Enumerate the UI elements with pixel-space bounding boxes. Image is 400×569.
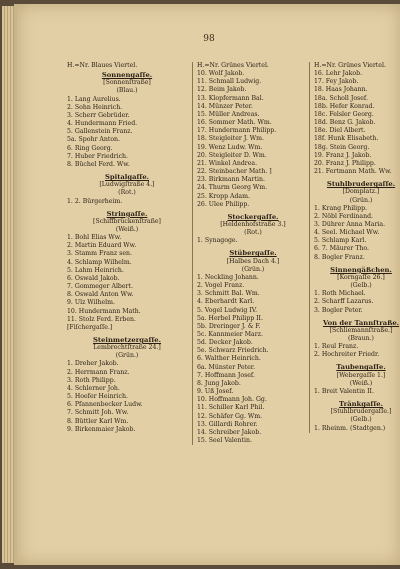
list-item: 22. Steinbacher Math. ]: [197, 168, 272, 176]
section-gap: [197, 209, 309, 212]
street-subtitle: (Grün.): [241, 265, 265, 273]
list-item: 13. Gillardi Rohrer.: [197, 420, 258, 428]
list-item: 6. Ring Georg.: [67, 144, 113, 152]
column-3: [309, 62, 400, 433]
list-item: 5c. Kannmeier Marz.: [197, 331, 263, 338]
street-title: Stockergaſſe.: [227, 212, 279, 221]
list-item: 2. Hochreiter Friedr.: [314, 351, 380, 359]
list-item: 5. Schlamp Karl.: [314, 237, 367, 245]
list-item: 2. Vogel Franz.: [197, 282, 245, 290]
street-subtitle: (Rot.): [244, 229, 262, 237]
section-gap: [67, 169, 187, 172]
column-header: H.=Nr. Grünes Viertel.: [314, 62, 386, 69]
street-title: Sinnengäßchen.: [330, 265, 392, 274]
street-subtitle: [Stuhlbrudergaſſe.]: [330, 408, 392, 416]
list-item: 18e. Diel Albert.: [314, 127, 366, 135]
list-item: 15. Müller Andreas.: [197, 110, 260, 118]
section-gap: [314, 176, 400, 179]
street-title: Steinmetzergaſſe.: [92, 336, 161, 344]
street-subtitle: [Ludwigſtraße 4.]: [99, 181, 155, 189]
section-gap: [314, 262, 400, 265]
list-item: 1. 2. Bürgerheim.: [67, 197, 123, 205]
list-item: 3. Dührer Anna Maria.: [314, 220, 386, 228]
list-item: 23. Birkmann Martin.: [197, 176, 265, 184]
list-item: 3. Bogler Peter.: [314, 306, 363, 314]
list-item: 5d. Decker Jakob.: [197, 339, 253, 347]
list-item: 9. Uß Josef.: [197, 388, 234, 396]
list-item: 2. Nöbl Ferdinand.: [314, 212, 374, 220]
list-item: 9. Ulz Wilhelm.: [67, 299, 115, 307]
list-item: 7. Hoffmann Josef.: [197, 371, 255, 379]
street-subtitle: [Domplatz.]: [342, 188, 380, 196]
section-gap: [314, 315, 400, 318]
list-item: 18. Haas Johann.: [314, 86, 368, 94]
list-item: 1. Reul Franz.: [314, 343, 359, 351]
list-item: [Fiſchergaſſe.]: [67, 323, 113, 331]
column-header: H.=Nr. Blaues Viertel.: [67, 62, 138, 69]
list-item: 5. Gallenstein Franz.: [67, 128, 133, 136]
column-2: [192, 62, 309, 445]
list-item: 7. Gommeger Albert.: [67, 283, 133, 291]
list-item: 18a. Scholl Josef.: [314, 94, 368, 102]
street-title: Stübergaſſe.: [229, 249, 277, 258]
list-item: 18f. Hunk Elisabeth.: [314, 135, 379, 143]
list-item: 5e. Schwarz Friedrich.: [197, 347, 269, 355]
street-subtitle: [Schliemannſtraße.]: [329, 326, 393, 334]
street-title: Taubengaſſe.: [336, 363, 386, 372]
section-gap: [314, 359, 400, 362]
list-item: 6. Pfannenbecker Ludw.: [67, 401, 143, 409]
list-item: 8. Bogler Franz.: [314, 253, 365, 261]
section-gap: [197, 245, 309, 248]
list-item: 12. Beim Jakob.: [197, 86, 247, 94]
list-item: 1. Lang Aurelius.: [67, 95, 121, 103]
list-item: 1. Neckling Johann.: [197, 273, 259, 281]
list-item: 16. Sommer Math. Wm.: [197, 119, 272, 127]
street-title: Von der Tannſtraße.: [322, 318, 400, 327]
street-subtitle: (Weiß.): [349, 379, 373, 387]
street-title: Spitalgaſſe.: [104, 173, 150, 182]
list-item: 4. Eberhardt Karl.: [197, 298, 255, 306]
page-number: 98: [203, 34, 215, 44]
list-item: 4. Schlerner Joh.: [67, 384, 120, 392]
list-item: 19. Franz J. Jakob.: [314, 151, 372, 159]
list-item: 20. Franz J. Philipp.: [314, 159, 376, 167]
list-item: 2. Sohn Heinrich.: [67, 103, 123, 111]
street-subtitle: (Weiß.): [115, 225, 139, 233]
list-item: 16. Lehr Jakob.: [314, 70, 363, 78]
list-item: 5. Hoefer Heinrich.: [67, 393, 128, 401]
list-item: 11. Stolz Ferd. Erben.: [67, 315, 136, 323]
list-item: 18b. Hefer Konrad.: [314, 102, 375, 110]
list-item: 18g. Stein Georg.: [314, 143, 370, 151]
street-subtitle: [Sonnenſtraße]: [103, 79, 151, 87]
list-item: 6a. Münster Peter.: [197, 363, 256, 371]
list-item: 6. 7. Mäurer Tho.: [314, 245, 369, 253]
list-item: 7. Huber Friedrich.: [67, 152, 129, 160]
list-item: 10. Hoffmann Joh. Gg.: [197, 396, 267, 404]
list-item: 3. Scherr Gebrüder.: [67, 111, 130, 119]
list-item: 1. Krang Philipp.: [314, 204, 368, 212]
list-item: 1. Breit Valentin II.: [314, 387, 374, 395]
street-subtitle: Lembrechtſtraße 24.]: [93, 344, 161, 352]
list-item: 2. Herrmann Franz.: [67, 368, 130, 376]
street-subtitle: [Halbes Dach 4.]: [226, 257, 280, 265]
list-item: 1. Rheinm. (Stadtgen.): [314, 424, 386, 432]
list-item: 4. Seel. Michael Ww.: [314, 229, 380, 237]
list-item: 5a. Herbel Philipp II.: [197, 314, 263, 322]
list-item: 18c. Felsler Georg.: [314, 110, 374, 118]
street-title: Sonnengaſſe.: [101, 71, 153, 80]
list-item: 6. Walther Heinrich.: [197, 355, 261, 363]
column-1: [67, 62, 187, 434]
column-header: H.=Nr. Grünes Viertel.: [197, 62, 269, 69]
street-subtitle: [Schiffbrückenſtraße]: [93, 217, 161, 225]
list-item: 21. Winkel Andrea.: [197, 159, 258, 167]
list-item: 10. Wolf Jakob.: [197, 70, 245, 78]
street-title: Stuhlbrudergaſſe.: [326, 180, 396, 189]
list-item: 21. Fertmann Math. Ww.: [314, 168, 392, 176]
book-page: [14, 4, 400, 565]
list-item: 5. Lahm Heinrich.: [67, 266, 124, 274]
list-item: 6. Oswald Jakob.: [67, 274, 120, 282]
street-subtitle: (Gelb.): [350, 282, 372, 290]
street-subtitle: (Rot.): [118, 189, 136, 197]
list-item: 2. Martin Eduard Ww.: [67, 242, 137, 250]
list-item: 12. Schäfer Gg. Wm.: [197, 412, 263, 420]
list-item: 11. Schmall Ludwig.: [197, 78, 262, 86]
list-item: 8. Oswald Anton Ww.: [67, 291, 134, 299]
list-item: 9. Birkenmaier Jakob.: [67, 425, 136, 433]
street-title: Stringaſſe.: [106, 209, 148, 218]
street-subtitle: [Heldenhofstraße 3.]: [220, 220, 286, 228]
list-item: 19. Wenz Ludw. Wm.: [197, 143, 263, 151]
street-subtitle: [Webergaſſe 1.]: [336, 371, 386, 379]
street-subtitle: (Braun.): [348, 335, 374, 342]
street-subtitle: [Korngaſſe 26.]: [337, 273, 385, 281]
list-item: 5b. Dreringer J. & F.: [197, 322, 261, 330]
list-item: 5. Vogel Ludwig IV.: [197, 306, 258, 314]
list-item: 3. Roth Philipp.: [67, 376, 116, 384]
list-item: 8. Jung Jakob.: [197, 379, 241, 387]
street-subtitle: (Blau.): [116, 87, 138, 95]
list-item: 4. Hundermann Fried.: [67, 120, 138, 128]
page-edge: [2, 6, 14, 563]
list-item: 1. Synagoge.: [197, 237, 238, 245]
section-gap: [314, 396, 400, 399]
list-item: 5a. Spohr Anton.: [67, 136, 121, 144]
list-item: 10. Hundermann Math.: [67, 307, 141, 315]
list-item: 4. Schlamp Wilhelm.: [67, 258, 132, 266]
section-gap: [67, 206, 187, 209]
section-gap: [67, 332, 187, 335]
list-item: 1. Dreher Jakob.: [67, 360, 119, 368]
list-item: 24. Thurm Georg Wm.: [197, 184, 268, 192]
list-item: 11. Schiller Karl Phil.: [197, 404, 265, 412]
list-item: 2. Scharff Lazarus.: [314, 298, 374, 306]
street-title: Tränkgaſſe.: [339, 400, 383, 409]
list-item: 1. Bohl Elias Ww.: [67, 234, 122, 242]
street-subtitle: (Grün.): [349, 196, 373, 204]
list-item: 17. Hundermann Philipp.: [197, 127, 277, 135]
list-item: 3. Schmitt Bal. Wm.: [197, 290, 260, 298]
list-item: 8. Büttler Karl Wm.: [67, 417, 129, 425]
list-item: 14. Münzer Peter.: [197, 102, 253, 110]
list-item: 25. Kropp Adam.: [197, 192, 250, 200]
list-item: 8. Büchel Ferd. Ww.: [67, 160, 130, 168]
list-item: 1. Roth Michael.: [314, 290, 366, 298]
list-item: 13. Klopfermann Bal.: [197, 94, 264, 102]
list-item: 26. Ulee Philipp.: [197, 200, 250, 208]
list-item: 20. Steigleiter D. Wm.: [197, 151, 267, 159]
list-item: 18d. Benz G. Jakob.: [314, 119, 376, 127]
street-subtitle: (Gelb.): [350, 416, 372, 424]
list-item: 7. Schmitt Joh. Ww.: [67, 409, 129, 417]
list-item: 18. Steigleiter J. Wm.: [197, 135, 264, 143]
list-item: 3. Stamm Franz sen.: [67, 250, 132, 258]
list-item: 14. Schreiber Jakob.: [197, 428, 262, 436]
list-item: 15. Seel Valentin.: [197, 437, 252, 445]
list-item: 17. Fey Jakob.: [314, 78, 359, 86]
street-subtitle: (Grün.): [115, 352, 139, 360]
